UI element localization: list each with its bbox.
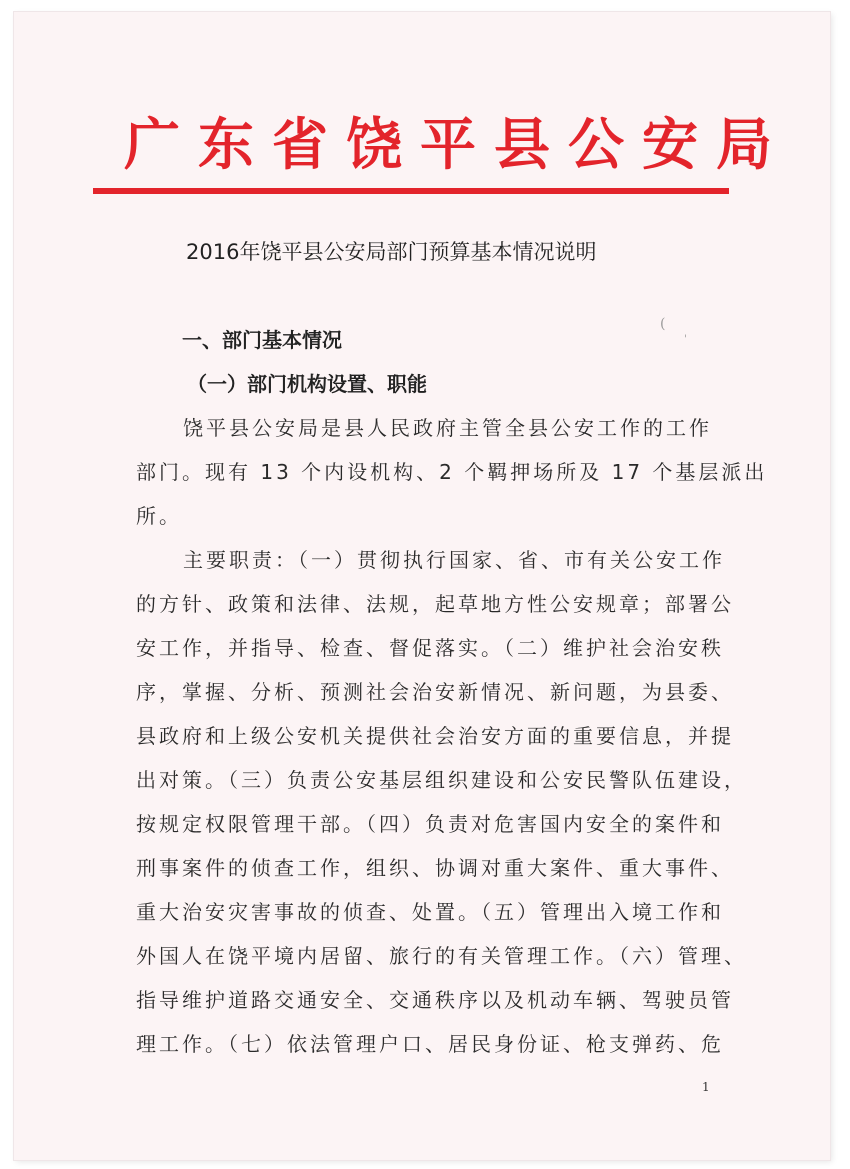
paragraph-2-line: 理工作。（七）依法管理户口、居民身份证、枪支弹药、危 <box>136 1032 724 1056</box>
paragraph-2-line: 的方针、政策和法律、法规，起草地方性公安规章；部署公 <box>136 592 734 616</box>
scan-speck: ' <box>684 334 687 345</box>
document-title: 2016年饶平县公安局部门预算基本情况说明 <box>186 240 597 264</box>
page-number: 1 <box>702 1080 710 1094</box>
paragraph-2-line: 序，掌握、分析、预测社会治安新情况、新问题，为县委、 <box>136 680 734 704</box>
paragraph-2-line: 安工作，并指导、检查、督促落实。（二）维护社会治安秩 <box>136 636 724 660</box>
paragraph-2-line: 外国人在饶平境内居留、旅行的有关管理工作。（六）管理、 <box>136 944 747 968</box>
paragraph-2-line: 刑事案件的侦查工作，组织、协调对重大案件、重大事件、 <box>136 856 734 880</box>
letterhead-red-rule <box>93 188 729 194</box>
paragraph-1-line: 所。 <box>136 504 182 528</box>
paragraph-2-line: 重大治安灾害事故的侦查、处置。（五）管理出入境工作和 <box>136 900 724 924</box>
scan-speck: ( <box>660 316 666 332</box>
paragraph-1-line: 部门。现有 13 个内设机构、2 个羁押场所及 17 个基层派出 <box>136 460 768 484</box>
subsection-heading: （一）部门机构设置、职能 <box>187 372 427 396</box>
paragraph-2-line: 主要职责：（一）贯彻执行国家、省、市有关公安工作 <box>183 548 725 572</box>
paragraph-2-line: 县政府和上级公安机关提供社会治安方面的重要信息，并提 <box>136 724 734 748</box>
section-heading: 一、部门基本情况 <box>182 328 342 352</box>
paragraph-2-line: 出对策。（三）负责公安基层组织建设和公安民警队伍建设， <box>136 768 747 792</box>
paragraph-2-line: 指导维护道路交通安全、交通秩序以及机动车辆、驾驶员管 <box>136 988 734 1012</box>
paragraph-2-line: 按规定权限管理干部。（四）负责对危害国内安全的案件和 <box>136 812 724 836</box>
paragraph-1-line: 饶平县公安局是县人民政府主管全县公安工作的工作 <box>183 416 712 440</box>
letterhead-org-name: 广东省饶平县公安局 <box>124 112 790 178</box>
